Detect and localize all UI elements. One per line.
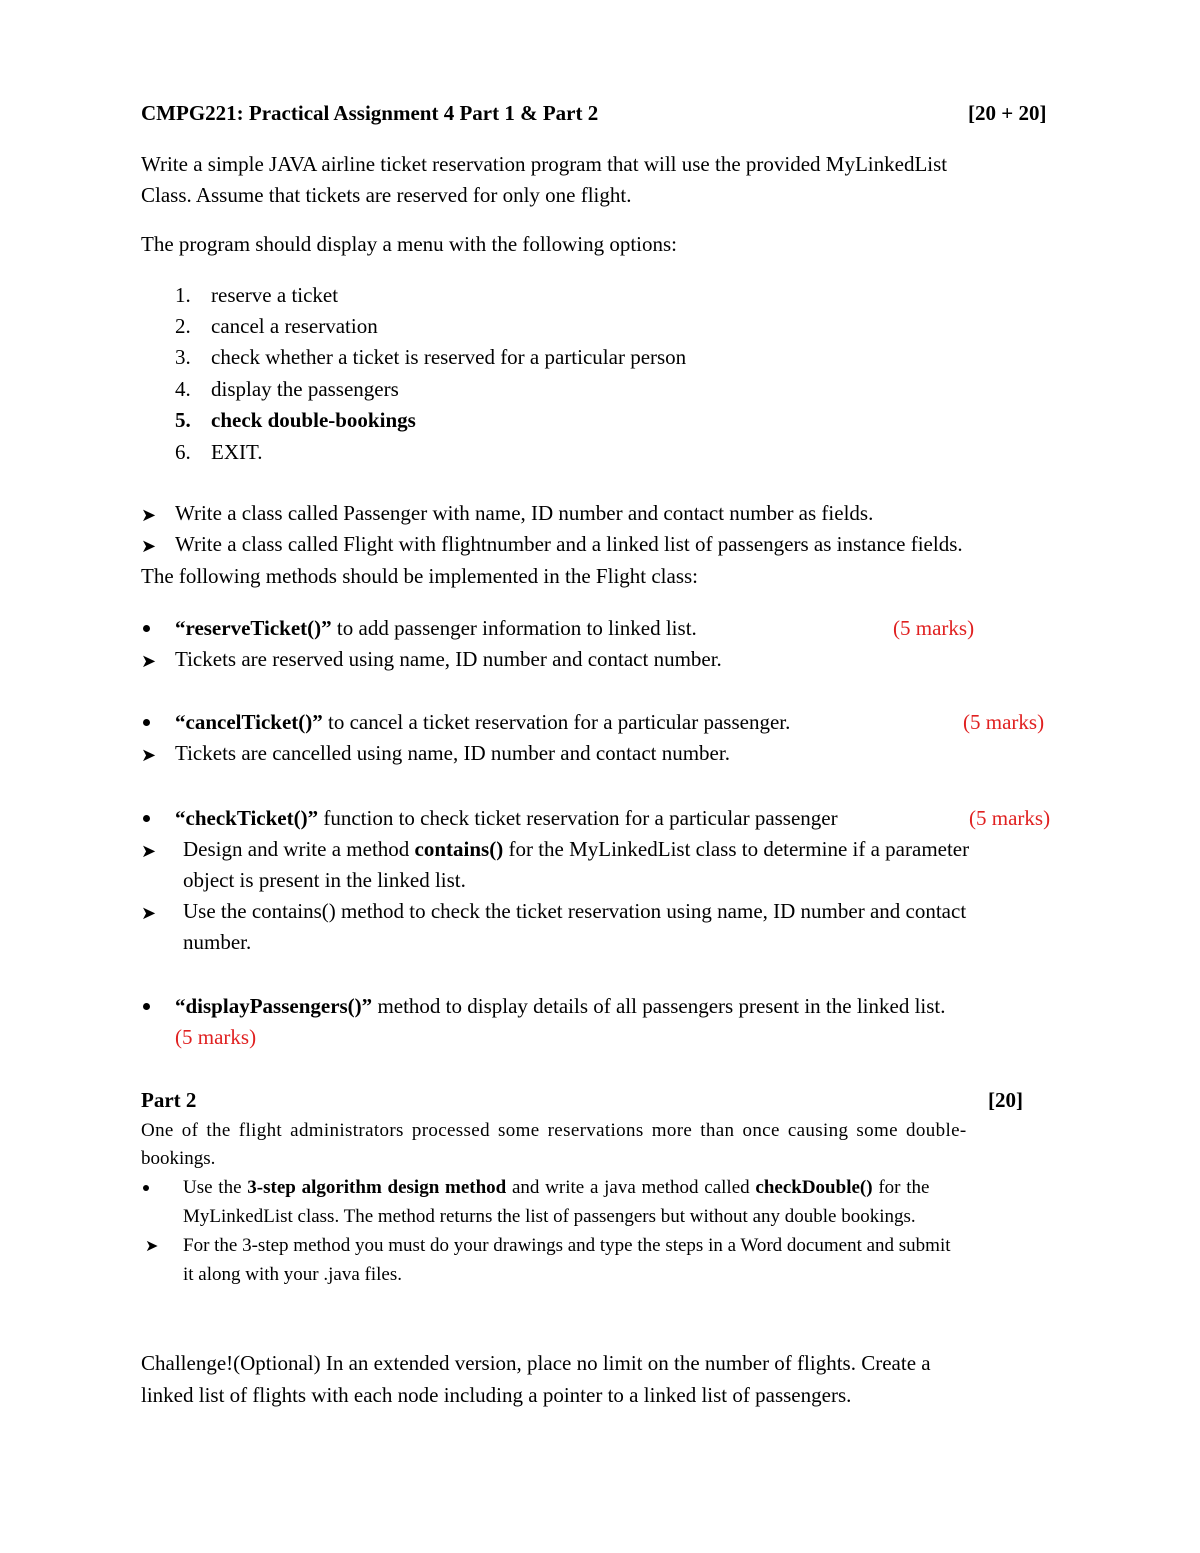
arrow-bullet-icon: ➤	[141, 841, 157, 861]
bullet-icon	[143, 625, 150, 632]
check-sub2-line2: number.	[183, 930, 252, 954]
reserve-method-desc: to add passenger information to linked list.	[331, 616, 697, 640]
cancel-method-name: “cancelTicket()”	[175, 710, 323, 734]
reserve-method-line	[175, 618, 697, 639]
part2-bullet1-line1: Use the 3-step algorithm design method and write a java method called checkDouble() for the	[183, 1177, 930, 1198]
reserve-marks: (5 marks)	[893, 616, 975, 640]
contains-method-name: contains()	[414, 837, 504, 861]
menu-item-number: 6.	[175, 440, 191, 464]
intro-line-2: Class. Assume that tickets are reserved for only one flight.	[141, 183, 632, 207]
menu-item-number: 4.	[175, 377, 191, 401]
challenge-line2: linked list of flights with each node including a pointer to a linked list of passengers.	[141, 1383, 852, 1407]
page-title: CMPG221: Practical Assignment 4 Part 1 & Part 2	[141, 101, 599, 125]
bullet-icon	[143, 1003, 150, 1010]
check-method-desc: function to check ticket reservation for a particular passenger	[318, 806, 838, 830]
cancel-sub: Tickets are cancelled using name, ID number and contact number.	[175, 741, 730, 765]
display-method-desc: method to display details of all passengers present in the linked list.	[372, 994, 946, 1018]
arrow-bullet-icon: ➤	[141, 536, 157, 556]
check-sub1-line1: Design and write a method contains() for the MyLinkedList class to determine if a parameter	[183, 837, 970, 861]
intro-line-1: Write a simple JAVA airline ticket reservation program that will use the provided MyLinkedList	[141, 152, 948, 176]
arrow-bullet-icon: ➤	[141, 505, 157, 525]
bullet-icon	[143, 815, 150, 822]
menu-item: reserve a ticket	[211, 283, 339, 307]
reserve-sub: Tickets are reserved using name, ID number and contact number.	[175, 647, 722, 671]
display-marks: (5 marks)	[175, 1025, 257, 1049]
bullet-icon	[143, 719, 150, 726]
arrow-bullet-icon: ➤	[141, 903, 157, 923]
part2-bullet1-line2: MyLinkedList class. The method returns the list of passengers but without any double bookings.	[183, 1206, 916, 1227]
arrow-bullet-icon: ➤	[145, 1238, 159, 1255]
menu-item: EXIT.	[211, 440, 263, 464]
cancel-method-desc: to cancel a ticket reservation for a particular passenger.	[322, 710, 791, 734]
arrow-bullet-icon: ➤	[141, 651, 157, 671]
menu-item-number: 3.	[175, 345, 191, 369]
check-marks: (5 marks)	[969, 806, 1051, 830]
total-marks: [20 + 20]	[968, 101, 1047, 125]
flight-class-text: Write a class called Flight with flightnumber and a linked list of passengers as instance fields.	[175, 532, 963, 556]
menu-item: check whether a ticket is reserved for a particular person	[211, 345, 687, 369]
display-method-name: “displayPassengers()”	[175, 994, 373, 1018]
passenger-class-text: Write a class called Passenger with name, ID number and contact number as fields.	[175, 501, 874, 525]
part2-bullet2-line1: For the 3-step method you must do your drawings and type the steps in a Word document and submit	[183, 1235, 951, 1256]
part2-marks: [20]	[988, 1088, 1023, 1112]
menu-intro: The program should display a menu with the following options:	[141, 232, 678, 256]
menu-item: cancel a reservation	[211, 314, 378, 338]
part2-paragraph-line2: bookings.	[141, 1148, 216, 1169]
cancel-method-line	[175, 712, 790, 733]
methods-intro: The following methods should be implemented in the Flight class:	[141, 564, 699, 588]
display-method-line	[175, 996, 946, 1017]
bullet-icon	[143, 1185, 149, 1191]
challenge-line1: Challenge!(Optional) In an extended version, place no limit on the number of flights. Create a	[141, 1351, 931, 1375]
check-sub2-line1: Use the contains() method to check the ticket reservation using name, ID number and contact	[183, 899, 967, 923]
part2-bullet2-line2: it along with your .java files.	[183, 1264, 402, 1285]
check-method-name: “checkTicket()”	[175, 806, 319, 830]
menu-item-number: 1.	[175, 283, 191, 307]
part2-paragraph-line1: One of the flight administrators processed some reservations more than once causing some double-	[141, 1120, 967, 1141]
part2-title: Part 2	[141, 1088, 197, 1112]
menu-item-number: 5.	[175, 408, 191, 432]
menu-item-number: 2.	[175, 314, 191, 338]
menu-item: display the passengers	[211, 377, 399, 401]
check-method-line	[175, 808, 838, 829]
arrow-bullet-icon: ➤	[141, 745, 157, 765]
menu-item: check double-bookings	[211, 408, 416, 432]
cancel-marks: (5 marks)	[963, 710, 1045, 734]
reserve-method-name: “reserveTicket()”	[175, 616, 332, 640]
check-sub1-line2: object is present in the linked list.	[183, 868, 466, 892]
